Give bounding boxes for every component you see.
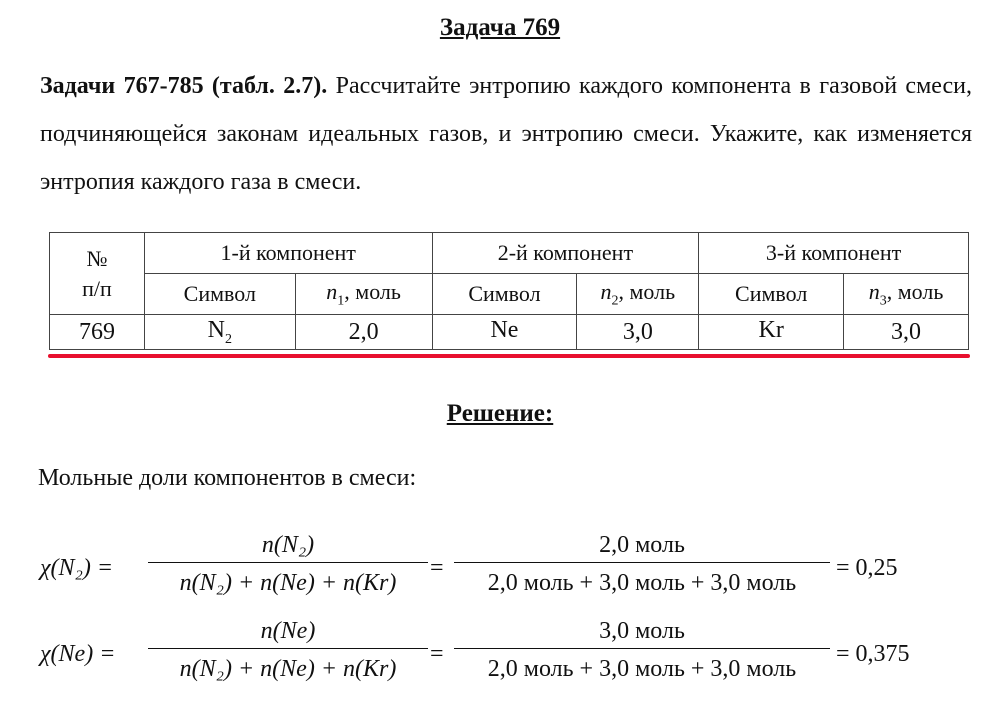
equals-sign: = xyxy=(430,555,444,581)
table-row xyxy=(50,315,969,350)
symbol-cell-1: $N_2$ xyxy=(144,315,295,350)
equation-result: = 0,375 xyxy=(836,641,910,667)
fraction-denominator: 2,0 моль + 3,0 моль + 3,0 моль xyxy=(487,656,797,682)
symbol-cell-3: Kr xyxy=(699,315,844,350)
table-subheader-row xyxy=(50,274,969,315)
num-header: № xyxy=(86,245,108,271)
numeric-fraction xyxy=(454,528,830,599)
amount-header-3: $n_3$, моль xyxy=(844,274,969,315)
numeric-fraction xyxy=(454,614,830,685)
fraction-numerator: n(Ne) xyxy=(260,618,316,644)
symbol-header: Символ xyxy=(144,274,295,315)
equation-result: = 0,25 xyxy=(836,555,898,581)
fraction-numerator: 3,0 моль xyxy=(599,618,685,644)
equation-lhs: χ(Ne) = xyxy=(40,641,116,667)
equals-sign: = xyxy=(430,641,444,667)
fraction-denominator: n(N₂) + n(Ne) + n(Kr) xyxy=(179,570,397,596)
equation-2 xyxy=(40,614,980,704)
amount-cell-3: 3,0 xyxy=(844,315,969,350)
component-header-1: 1-й компонент xyxy=(144,233,432,274)
symbol-cell-2: Ne xyxy=(432,315,577,350)
fraction-numerator: 2,0 моль xyxy=(599,532,685,558)
solution-intro: Мольные доли компонентов в смеси: xyxy=(38,465,417,491)
problem-statement xyxy=(40,62,972,206)
equation-1 xyxy=(40,528,980,618)
fraction-denominator: 2,0 моль + 3,0 моль + 3,0 моль xyxy=(487,570,797,596)
symbolic-fraction xyxy=(148,528,428,599)
task-table xyxy=(49,232,969,350)
symbol-header: Символ xyxy=(432,274,577,315)
amount-cell-2: 3,0 xyxy=(577,315,699,350)
statement-prefix: Задачи 767-785 (табл. 2.7). xyxy=(40,73,328,99)
amount-header-1: $n_1$, моль xyxy=(295,274,432,315)
amount-header-2: $n_2$, моль xyxy=(577,274,699,315)
table-header-row xyxy=(50,233,969,274)
fraction-denominator: n(N₂) + n(Ne) + n(Kr) xyxy=(179,656,397,682)
problem-title: Задача 769 xyxy=(439,14,561,41)
highlight-underline xyxy=(48,354,970,358)
num-header-cell xyxy=(50,233,145,315)
statement-text: Рассчитайте энтропию каждого компонента в газовой смеси, подчиняющейся законам идеальных газов, и энтропию смеси. Укажите, как изменяется энтропия каждого газа в смеси. xyxy=(40,73,973,195)
equation-lhs: χ(N₂) = xyxy=(40,555,114,581)
fraction-numerator: n(N₂) xyxy=(261,532,315,558)
symbol-header: Символ xyxy=(699,274,844,315)
symbolic-fraction xyxy=(148,614,428,685)
row-num: 769 xyxy=(50,315,145,350)
solution-title: Решение: xyxy=(446,400,554,427)
component-header-3: 3-й компонент xyxy=(699,233,969,274)
num-header-sub: п/п xyxy=(82,275,112,301)
component-header-2: 2-й компонент xyxy=(432,233,699,274)
amount-cell-1: 2,0 xyxy=(295,315,432,350)
